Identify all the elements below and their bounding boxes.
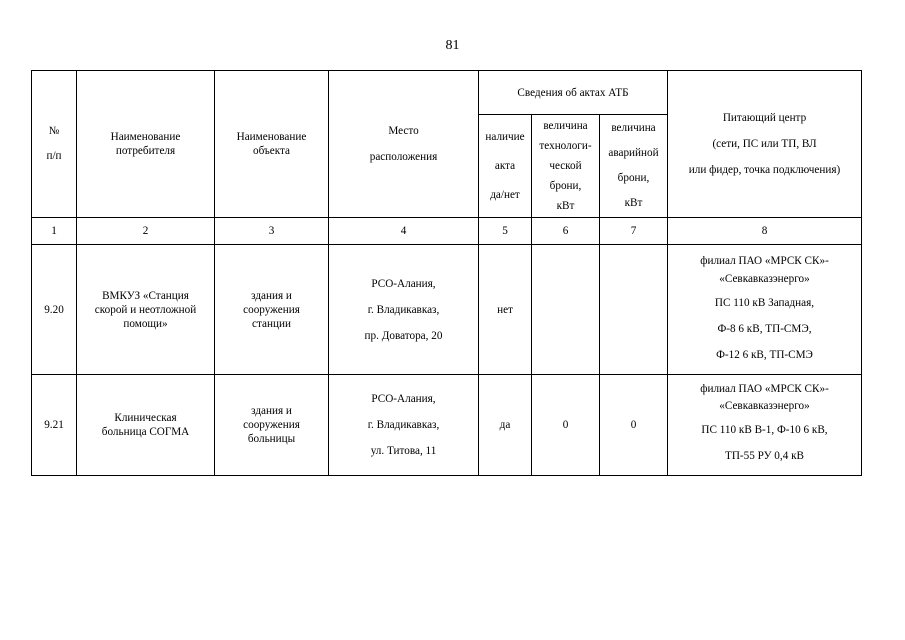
consumer-name: ВМКУЗ «Станция скорой и неотложной помощи»	[77, 245, 215, 375]
page-number: 81	[445, 38, 460, 53]
power-center: филиал ПАО «МРСК СК»- «Севкавказэнерго» ПС 110 кВ В-1, Ф-10 6 кВ, ТП-55 РУ 0,4 кВ	[668, 375, 862, 476]
column-number: 2	[77, 218, 215, 245]
location: РСО-Алания, г. Владикавказ, ул. Титова, 11	[329, 375, 479, 476]
column-number: 3	[215, 218, 329, 245]
column-number: 6	[532, 218, 600, 245]
row-number: 9.21	[32, 375, 77, 476]
column-number: 8	[668, 218, 862, 245]
header-location: Место расположения	[329, 71, 479, 218]
act-presence: да	[479, 375, 532, 476]
consumer-name: Клиническая больница СОГМА	[77, 375, 215, 476]
header-atb-tech: величина технологи- ческой брони, кВт	[532, 115, 600, 218]
act-presence: нет	[479, 245, 532, 375]
emergency-reserve	[600, 245, 668, 375]
header-object: Наименование объекта	[215, 71, 329, 218]
table-header-row	[32, 71, 862, 115]
tech-reserve: 0	[532, 375, 600, 476]
object-name: здания и сооружения больницы	[215, 375, 329, 476]
header-consumer: Наименование потребителя	[77, 71, 215, 218]
header-atb-presence: наличие акта да/нет	[479, 115, 532, 218]
table-row	[32, 375, 862, 476]
power-center: филиал ПАО «МРСК СК»- «Севкавказэнерго» ПС 110 кВ Западная, Ф-8 6 кВ, ТП-СМЭ, Ф-12 6 кВ, ТП-СМЭ	[668, 245, 862, 375]
table-row	[32, 245, 862, 375]
column-number: 4	[329, 218, 479, 245]
object-name: здания и сооружения станции	[215, 245, 329, 375]
location: РСО-Алания, г. Владикавказ, пр. Доватора, 20	[329, 245, 479, 375]
column-number: 7	[600, 218, 668, 245]
column-number-row	[32, 218, 862, 245]
header-no: № п/п	[32, 71, 77, 218]
emergency-reserve: 0	[600, 375, 668, 476]
column-number: 1	[32, 218, 77, 245]
header-atb-emergency: величина аварийной брони, кВт	[600, 115, 668, 218]
column-number: 5	[479, 218, 532, 245]
header-power-center: Питающий центр (сети, ПС или ТП, ВЛ или фидер, точка подключения)	[668, 71, 862, 218]
row-number: 9.20	[32, 245, 77, 375]
consumers-table	[31, 70, 862, 476]
header-atb-group: Сведения об актах АТБ	[479, 71, 668, 115]
tech-reserve	[532, 245, 600, 375]
